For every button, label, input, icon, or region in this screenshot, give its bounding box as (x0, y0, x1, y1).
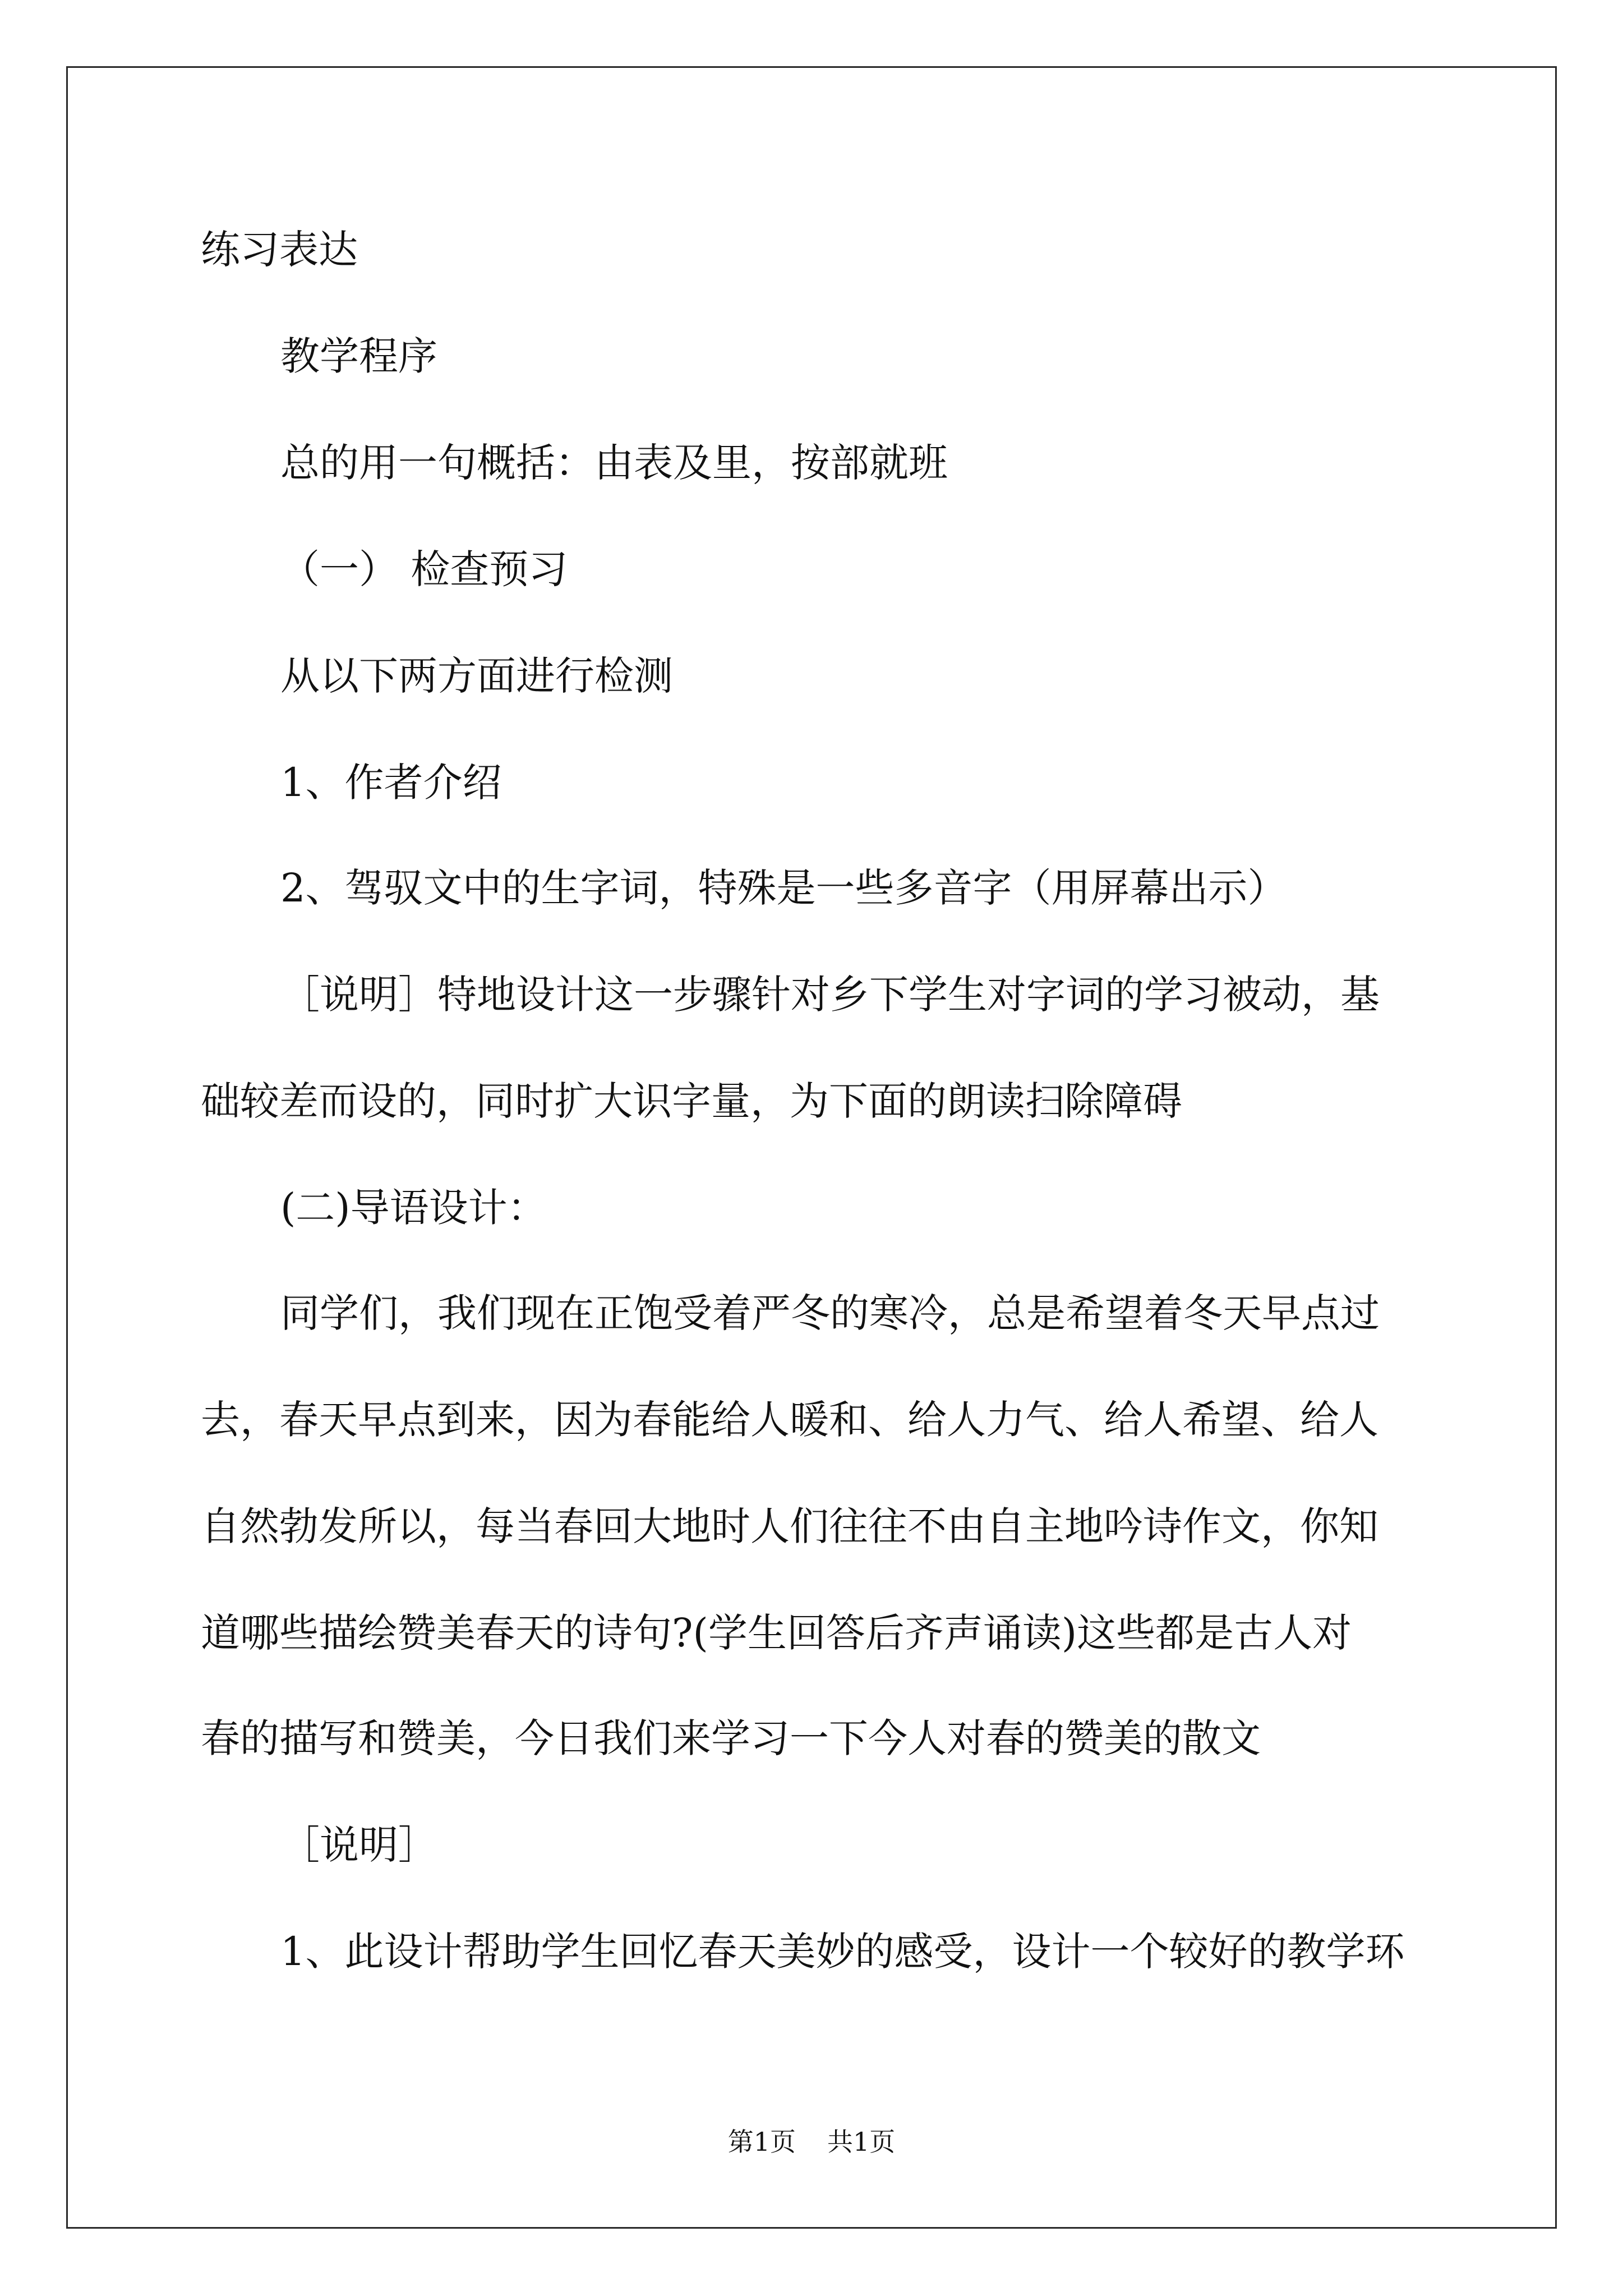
text-line: 道哪些描绘赞美春天的诗句?(学生回答后齐声诵读)这些都是古人对 (201, 1610, 1352, 1656)
text-line: ［说明］ (280, 1822, 437, 1868)
text-line: ［说明］特地设计这一步骤针对乡下学生对字词的学习被动，基 (280, 972, 1380, 1018)
text-line: 练习表达 (201, 227, 358, 273)
text-line: 从以下两方面进行检测 (280, 653, 673, 699)
text-line: （一） 检查预习 (280, 546, 568, 592)
text-line: 1、此设计帮助学生回忆春天美妙的感受，设计一个较好的教学环 (280, 1929, 1405, 1975)
text-line: 同学们，我们现在正饱受着严冬的寒冷，总是希望着冬天早点过 (280, 1290, 1380, 1336)
text-line: (二)导语设计： (280, 1185, 547, 1231)
page-border (66, 66, 1557, 2229)
text-line: 春的描写和赞美，今日我们来学习一下今人对春的赞美的散文 (201, 1715, 1261, 1761)
text-line: 去，春天早点到来，因为春能给人暖和、给人力气、给人希望、给人 (201, 1397, 1378, 1443)
page-footer (0, 2129, 1623, 2155)
text-line: 2、驾驭文中的生字词，特殊是一些多音字（用屏幕出示） (280, 865, 1287, 911)
text-line: 础较差而设的，同时扩大识字量，为下面的朗读扫除障碍 (201, 1078, 1182, 1124)
text-line: 1、作者介绍 (280, 760, 502, 806)
text-line: 教学程序 (280, 333, 437, 379)
text-line: 总的用一句概括：由表及里，按部就班 (280, 440, 948, 486)
text-line: 自然勃发所以，每当春回大地时人们往往不由自主地吟诗作文，你知 (201, 1503, 1378, 1549)
page-number: 第1页 (727, 2127, 796, 2157)
page-total: 共1页 (827, 2127, 896, 2157)
